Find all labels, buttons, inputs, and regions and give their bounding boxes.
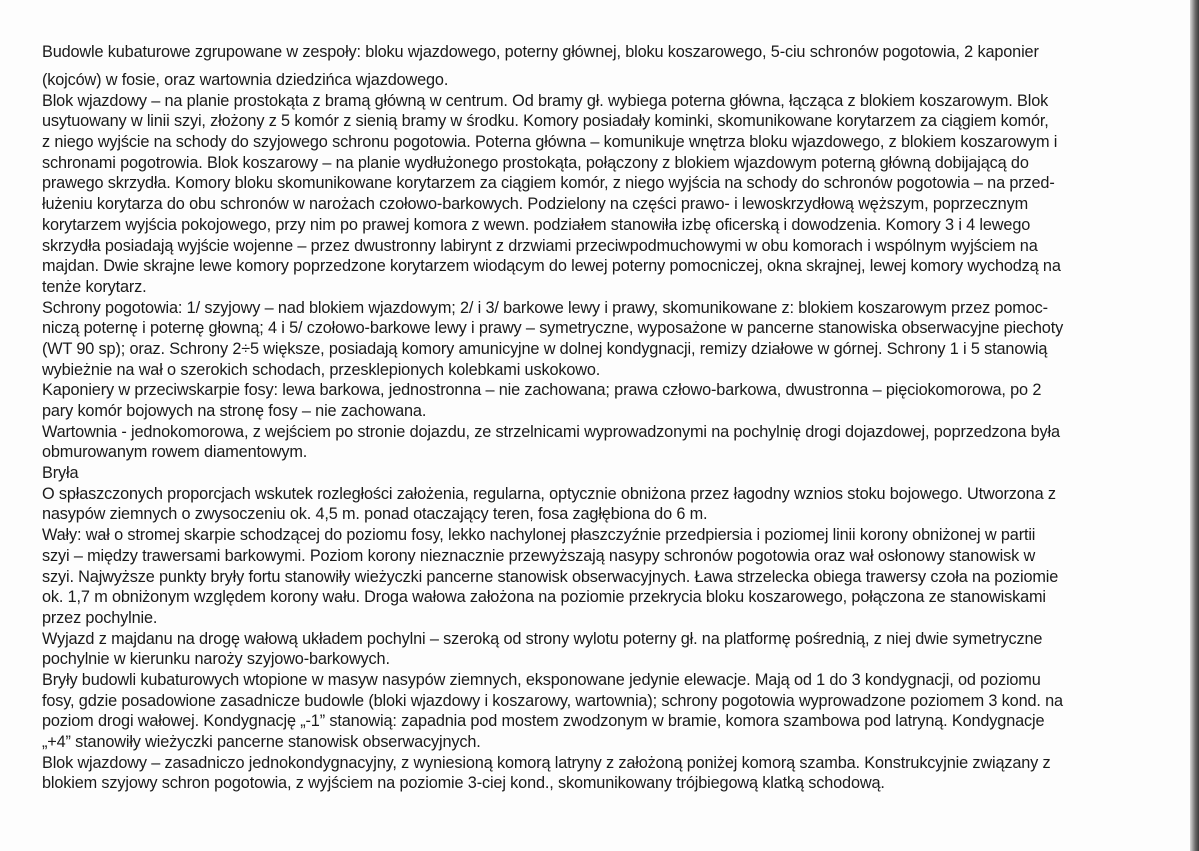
text-line: usytuowany w linii szyi, złożony z 5 komór z sienią bramy w środku. Komory posiadały kominki, skomunikowane korytarzem za ciągiem komór, [42,112,1049,131]
text-line: schronami pogotrowia. Blok koszarowy – na planie wydłużonego prostokąta, połączony z blokiem wjazdowym poterną główną dobijającą do [42,153,1029,172]
text-line: niczą poternę i poternę głowną; 4 i 5/ czołowo-barkowe lewy i prawy – symetryczne, wyposażone w pancerne stanowiska obserwacyjne piechoty [42,319,1064,338]
text-line: Schrony pogotowia: 1/ szyjowy – nad blokiem wjazdowym; 2/ i 3/ barkowe lewy i prawy, skomunikowane z: blokiem koszarowym przez pomoc- [42,298,1048,317]
text-line: Budowle kubaturowe zgrupowane w zespoły: bloku wjazdowego, poterny głównej, bloku koszarowego, 5-ciu schronów pogotowia, 2 kaponier [42,43,1039,61]
text-line: Wartownia - jednokomorowa, z wejściem po stronie dojazdu, ze strzelnicami wyprowadzonymi na pochylnię drogi dojazdowej, poprzedzona była [42,422,1060,441]
text-line: przez pochylnie. [42,608,158,627]
text-line: pary komór bojowych na stronę fosy – nie zachowana. [42,402,427,420]
text-line: szyi – między trawersami barkowymi. Poziom korony nieznacznie przewyższają nasypy schronów pogotowia oraz wał osłonowy stanowisk w [42,546,1036,565]
text-line: Bryła [42,464,79,483]
text-line: wybieżnie na wał o szerokich schodach, przesklepionych kolebkami uskokowo. [42,360,601,379]
text-line: Kaponiery w przeciwskarpie fosy: lewa barkowa, jednostronna – nie zachowana; prawa człowo-barkowa, dwustronna – pięciokomorowa, po 2 [42,381,1042,400]
text-line: majdan. Dwie skrajne lewe komory poprzedzone korytarzem wiodącym do lewej poterny pomocniczej, okna skrajnej, lewej komory wychodzą na [42,257,1061,276]
text-line: Wyjazd z majdanu na drogę wałową układem pochylni – szeroką od strony wylotu poterny gł. na platformę pośrednią, z niej dwie symetryczne [42,629,1043,648]
text-line: tenże korytarz. [42,277,147,296]
text-line: Wały: wał o stromej skarpie schodzącej do poziomu fosy, lekko nachylonej płaszczyźnie przedpiersia i poziomej linii korony obniżonej w partii [42,526,1036,545]
scan-edge [1190,0,1199,851]
text-line: Blok wjazdowy – na planie prostokąta z bramą główną w centrum. Od bramy gł. wybiega poterna główna, łącząca z blokiem koszarowym. Blok [42,91,1049,110]
text-line: szyi. Najwyższe punkty bryły fortu stanowiły wieżyczki pancerne stanowisk obserwacyjnych. Ława strzelecka obiega trawersy czoła na poziomie [42,567,1059,586]
text-line: (kojców) w fosie, oraz wartownia dziedzińca wjazdowego. [42,71,449,89]
text-line: O spłaszczonych proporcjach wskutek rozległości założenia, regularna, optycznie obniżona przez łagodny wznios stoku bojowego. Utworzona z [42,484,1056,503]
text-line: ok. 1,7 m obniżonym względem korony wału. Droga wałowa założona na poziomie przekrycia bloku koszarowego, połączona ze stanowiskami [42,588,1046,607]
text-line: z niego wyjście na schody do szyjowego schronu pogotowia. Poterna główna – komunikuje wnętrza bloku wjazdowego, z blokiem koszarowym i [42,133,1058,152]
text-line: (WT 90 sp); oraz. Schrony 2÷5 większe, posiadają komory amunicyjne w dolnej kondygnacji, remizy działowe w górnej. Schrony 1 i 5 stanowią [42,339,1048,358]
text-line: pochylnie w kierunku naroży szyjowo-barkowych. [42,650,390,669]
text-line: korytarzem wyjścia pokojowego, przy nim po prawej komora z wewn. podziałem stanowiła izbę oficerską i dowodzenia. Komory 3 i 4 lewego [42,215,1031,234]
text-line: nasypów ziemnych o zwysoczeniu ok. 4,5 m. ponad otaczający teren, fosa zagłębiona do 6 m. [42,505,708,524]
text-line: Bryły budowli kubaturowych wtopione w masyw nasypów ziemnych, eksponowane jedynie elewacje. Mają od 1 do 3 kondygnacji, od poziomu [42,670,1041,689]
text-line: łużeniu korytarza do obu schronów w narożach czołowo-barkowych. Podzielony na części prawo- i lewoskrzydłową węższym, poprzecznym [42,195,1028,214]
text-line: Blok wjazdowy – zasadniczo jednokondygnacyjny, z wyniesioną komorą latryny z założoną poniżej komorą szamba. Konstrukcyjnie związany z [42,753,1051,772]
text-line: obmurowanym rowem diamentowym. [42,443,308,462]
document-body [42,42,1182,794]
text-line: fosy, gdzie posadowione zasadnicze budowle (bloki wjazdowy i koszarowy, wartownia); schrony pogotowia wyprowadzone poziomem 3 kond. na [42,691,1063,710]
text-line: „+4” stanowiły wieżyczki pancerne stanowisk obserwacyjnych. [42,733,481,751]
text-line: blokiem szyjowy schron pogotowia, z wyjściem na poziomie 3-ciej kond., skomunikowany trójbiegową klatką schodową. [42,774,885,793]
text-line: skrzydła posiadają wyjście wojenne – przez dwustronny labirynt z drzwiami przeciwpodmuchowymi w obu komorach i wspólnym wyjściem na [42,236,1038,255]
text-line: prawego skrzydła. Komory bloku skomunikowane korytarzem za ciągiem komór, z niego wyjścia na schody do schronów pogotowia – na przed- [42,174,1055,193]
text-line: poziom drogi wałowej. Kondygnację „-1” stanowią: zapadnia pod mostem zwodzonym w bramie, komora szambowa pod latryną. Kondygnacje [42,712,1045,731]
